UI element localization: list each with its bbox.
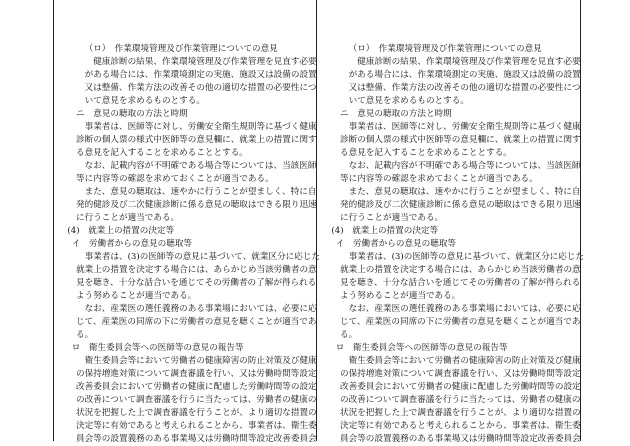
text-line: る意見を記入することを求めることとする。 <box>76 148 248 158</box>
text-line: なお、記載内容が不明確である場合等については、当該医師 <box>348 161 581 171</box>
text-line: 見を聴き、十分な話合いを通じてその労働者の了解が得られる <box>340 278 581 288</box>
text-line: 状況を把握した上で調査審議を行うことが、より適切な措置の <box>76 408 317 418</box>
text-line: いて意見を求めるものとする。 <box>348 96 469 106</box>
text-line: イ 労働者からの意見の聴取等 <box>71 239 193 249</box>
text-line: 見を聴き、十分な話合いを通じてその労働者の了解が得られる <box>76 278 317 288</box>
text-line: ニ 意見の聴取の方法と時期 <box>340 109 452 119</box>
text-line: 事業者は、医師等に対し、労働安全衛生規則等に基づく健康 <box>348 122 581 132</box>
text-line: の保持増進対策について調査審議を行い、又は労働時間等設定 <box>340 369 581 379</box>
text-line: 又は整備、作業方法の改善その他の適切な措置の必要性につ <box>348 83 581 93</box>
text-line: る。 <box>76 330 94 340</box>
text-line: 事業者は、(3)の医師等の意見に基づいて、就業区分に応じた <box>348 252 585 262</box>
text-line: 診断の個人票の様式中医師等の意見欄に、就業上の措置に関す <box>76 135 317 145</box>
text-line: 衛生委員会等において労働者の健康障害の防止対策及び健康 <box>348 356 581 366</box>
text-line: 健康診断の結果、作業環境管理及び作業管理を見直す必要 <box>357 57 581 67</box>
text-line: に行うことが適当である。 <box>76 213 180 223</box>
text-line: よう努めることが適当である。 <box>340 291 461 301</box>
text-line: 発的健診及び二次健康診断に係る意見の聴取はできる限り迅速 <box>340 200 581 210</box>
text-line: じて、産業医の同席の下に労働者の意見を聴くことが適当であ <box>76 317 317 327</box>
text-line: (4) 就業上の措置の決定等 <box>331 226 439 236</box>
text-line: 状況を把握した上で調査審議を行うことが、より適切な措置の <box>340 408 581 418</box>
text-line: また、意見の聴取は、速やかに行うことが望ましく、特に自 <box>348 187 581 197</box>
text-line: 決定等に有効であると考えられることから、事業者は、衛生委 <box>340 421 581 431</box>
text-line: の保持増進対策について調査審議を行い、又は労働時間等設定 <box>76 369 317 379</box>
text-line: なお、記載内容が不明確である場合等については、当該医師 <box>84 161 317 171</box>
left-border <box>53 0 54 441</box>
text-line: よう努めることが適当である。 <box>76 291 197 301</box>
text-line: また、意見の聴取は、速やかに行うことが望ましく、特に自 <box>84 187 317 197</box>
text-line: 改善委員会において労働者の健康に配慮した労働時間等の設定 <box>76 382 317 392</box>
text-line: （ロ） 作業環境管理及び作業管理についての意見 <box>348 44 542 54</box>
text-line: 員会等の設置義務のある事業場又は労働時間等設定改善委員会 <box>76 434 317 444</box>
text-line: 員会等の設置義務のある事業場又は労働時間等設定改善委員会 <box>340 434 581 444</box>
text-line: イ 労働者からの意見の聴取等 <box>335 239 457 249</box>
text-line: に行うことが適当である。 <box>340 213 444 223</box>
text-line: る意見を記入することを求めることとする。 <box>340 148 512 158</box>
text-line: （ロ） 作業環境管理及び作業管理についての意見 <box>84 44 278 54</box>
text-line: いて意見を求めるものとする。 <box>84 96 205 106</box>
text-line: 改善委員会において労働者の健康に配慮した労働時間等の設定 <box>340 382 581 392</box>
text-line: 事業者は、(3)の医師等の意見に基づいて、就業区分に応じた <box>84 252 321 262</box>
text-line: る。 <box>340 330 358 340</box>
text-line: の改善について調査審議を行うに当たっては、労働者の健康の <box>76 395 317 405</box>
text-line: ロ 衛生委員会等への医師等の意見の報告等 <box>71 343 244 353</box>
text-line: ニ 意見の聴取の方法と時期 <box>76 109 188 119</box>
text-line: ロ 衛生委員会等への医師等の意見の報告等 <box>335 343 508 353</box>
text-line: 決定等に有効であると考えられることから、事業者は、衛生委 <box>76 421 317 431</box>
text-line: なお、産業医の選任義務のある事業場においては、必要に応 <box>348 304 581 314</box>
text-line: がある場合には、作業環境測定の実施、施設又は設備の設置 <box>348 70 581 80</box>
text-line: なお、産業医の選任義務のある事業場においては、必要に応 <box>84 304 317 314</box>
text-line: 等に内容等の確認を求めておくことが適当である。 <box>76 174 274 184</box>
text-line: 又は整備、作業方法の改善その他の適切な措置の必要性につ <box>84 83 317 93</box>
text-line: 発的健診及び二次健康診断に係る意見の聴取はできる限り迅速 <box>76 200 317 210</box>
text-line: 衛生委員会等において労働者の健康障害の防止対策及び健康 <box>84 356 317 366</box>
text-line: の改善について調査審議を行うに当たっては、労働者の健康の <box>340 395 581 405</box>
text-line: 就業上の措置を決定する場合には、あらかじめ当該労働者の意 <box>340 265 581 275</box>
text-line: 診断の個人票の様式中医師等の意見欄に、就業上の措置に関す <box>340 135 581 145</box>
text-line: 等に内容等の確認を求めておくことが適当である。 <box>340 174 538 184</box>
text-line: 事業者は、医師等に対し、労働安全衛生規則等に基づく健康 <box>84 122 317 132</box>
text-line: (4) 就業上の措置の決定等 <box>67 226 175 236</box>
text-line: じて、産業医の同席の下に労働者の意見を聴くことが適当であ <box>340 317 581 327</box>
text-line: がある場合には、作業環境測定の実施、施設又は設備の設置 <box>84 70 317 80</box>
text-line: 健康診断の結果、作業環境管理及び作業管理を見直す必要 <box>93 57 317 67</box>
text-line: 就業上の措置を決定する場合には、あらかじめ当該労働者の意 <box>76 265 317 275</box>
